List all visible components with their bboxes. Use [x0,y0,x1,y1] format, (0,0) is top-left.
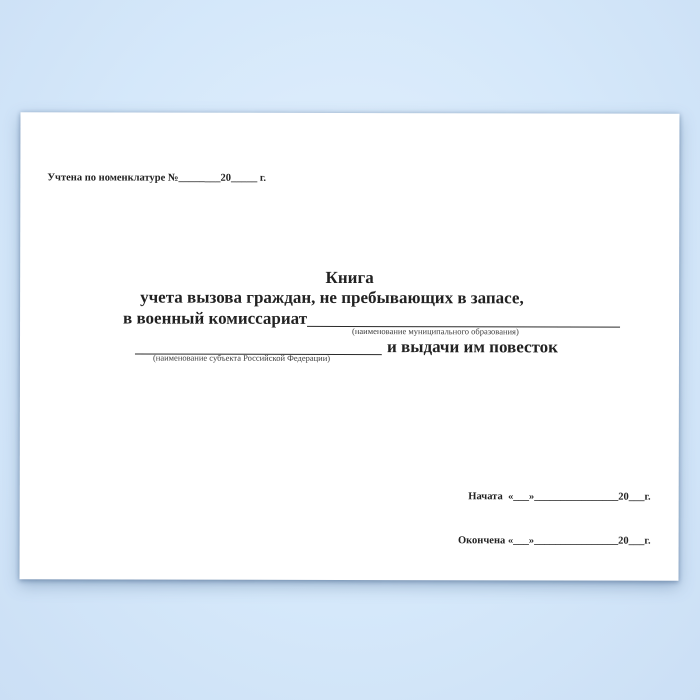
title-line-2: учета вызова граждан, не пребывающих в запасе, [140,287,524,308]
dates-block [458,469,651,568]
date-finished-line: Окончена «___»________________20___г. [457,535,651,547]
title-line-1: Книга [325,267,374,288]
municipality-blank-line [307,309,620,328]
nomenclature-line: Учтена по номенклатуре №________20_____ г. [47,172,267,184]
federal-subject-caption: (наименование субъекта Российской Федерации) [152,352,331,363]
title-line-3-text: в военный комиссариат [123,308,308,328]
date-started-line: Начата «___»________________20___г. [468,491,651,503]
document-cover-page [20,112,680,580]
municipality-caption: (наименование муниципального образования) [352,326,519,337]
title-line-4-text: и выдачи им повесток [386,337,558,357]
